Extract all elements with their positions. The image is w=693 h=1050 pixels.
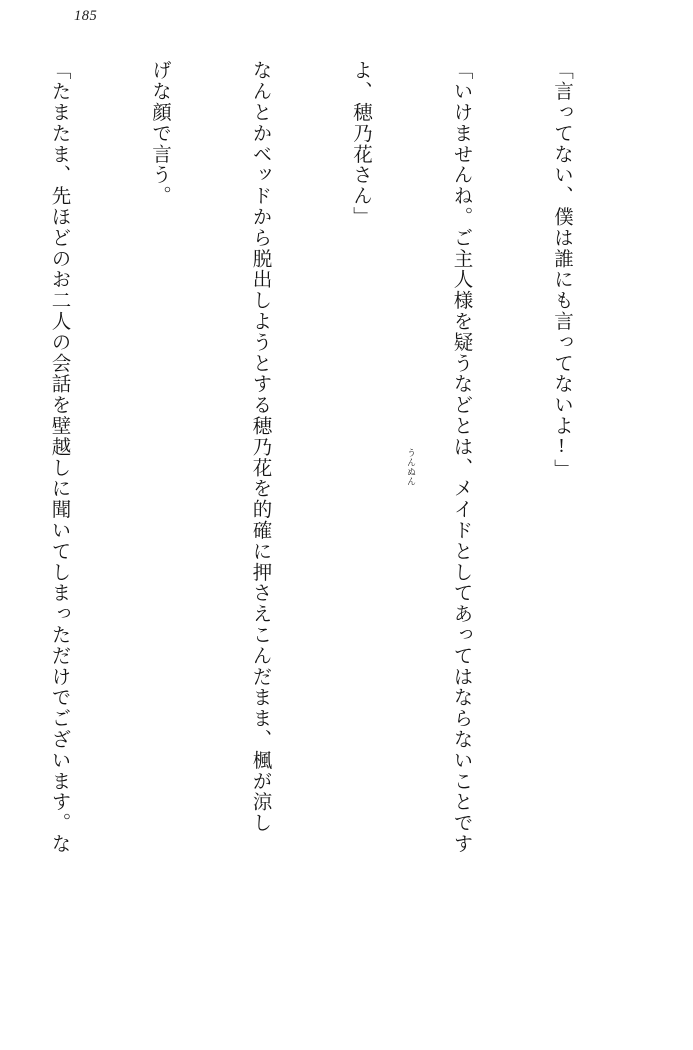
text-line: げな顔で言う。 — [149, 60, 170, 207]
text-line: 「いけませんね。ご主人様を疑うなどとは、メイドとしてあってはならないことです — [450, 60, 472, 855]
text-line: 「言ってない、僕は誰にも言ってないよ!」 — [551, 60, 572, 480]
ruby-annotation: うんぬん — [406, 448, 416, 486]
page-number: 185 — [74, 8, 98, 24]
text-line: なんとかベッドから脱出しようとする穂乃花を的確に押さえこんだまま、楓が涼し — [249, 60, 271, 834]
page-text-body — [45, 60, 645, 990]
text-line: よ、穂乃花さん」 — [350, 60, 371, 228]
text-line: 「たまたま、先ほどのお二人の会話を壁越しに聞いてしまっただけでございます。な — [48, 60, 70, 855]
